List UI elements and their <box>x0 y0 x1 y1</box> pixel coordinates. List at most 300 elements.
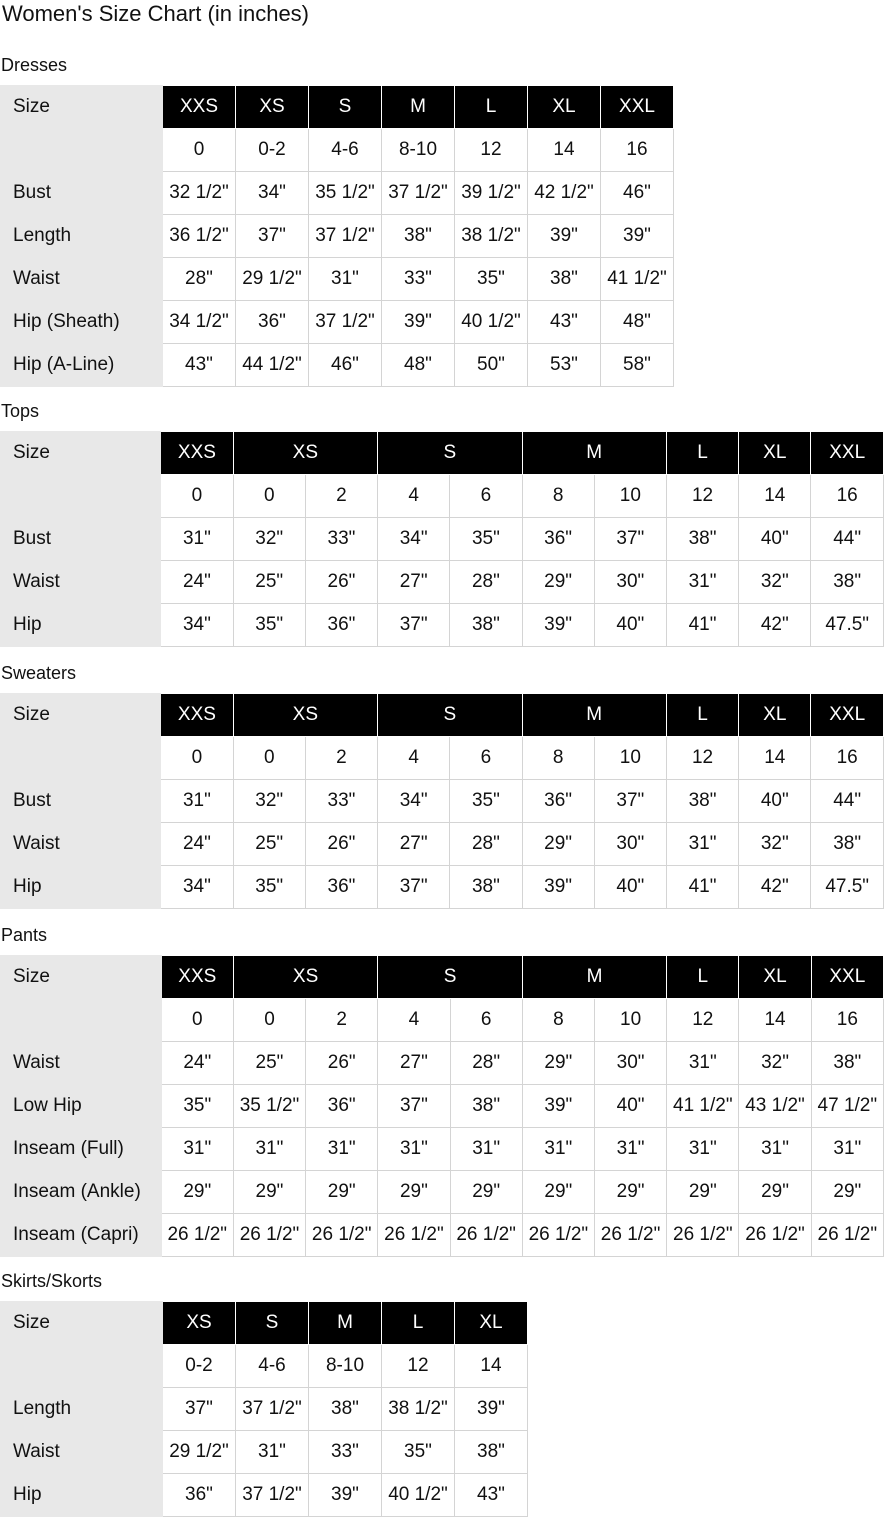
measurement-cell: 24" <box>161 561 233 604</box>
size-header-cell: L <box>666 694 738 737</box>
size-header-cell: M <box>309 1302 382 1345</box>
measurement-cell: 38" <box>455 1431 528 1474</box>
measurement-cell: 37" <box>378 1085 450 1128</box>
size-header-cell: XL <box>528 86 601 129</box>
table-row <box>1 258 674 301</box>
measurement-cell: 31" <box>309 258 382 301</box>
measurement-cell: 14 <box>528 129 601 172</box>
measurement-cell: 36" <box>522 518 594 561</box>
measurement-cell: 47.5" <box>811 866 884 909</box>
size-label: Size <box>1 1302 163 1345</box>
measurement-cell: 37" <box>378 604 450 647</box>
size-header-cell: XL <box>455 1302 528 1345</box>
measurement-cell: 39 1/2" <box>455 172 528 215</box>
measurement-cell: 37" <box>594 518 666 561</box>
measurement-cell: 34" <box>378 780 450 823</box>
measurement-cell: 29" <box>594 1171 666 1214</box>
size-header-cell: XXL <box>811 432 884 475</box>
measurement-cell: 26 1/2" <box>522 1214 594 1257</box>
measurement-cell: 44" <box>811 780 884 823</box>
table-row <box>1 1171 884 1214</box>
measurement-cell: 40" <box>594 604 666 647</box>
measurement-cell: 40" <box>739 780 811 823</box>
row-label: Length <box>1 1388 163 1431</box>
measurement-cell: 37 1/2" <box>236 1388 309 1431</box>
measurement-cell: 43" <box>455 1474 528 1517</box>
measurement-cell: 34" <box>378 518 450 561</box>
measurement-cell: 35" <box>450 780 522 823</box>
row-label <box>1 129 163 172</box>
measurement-cell: 26 1/2" <box>450 1214 522 1257</box>
measurement-cell: 10 <box>594 999 666 1042</box>
table-row <box>1 780 884 823</box>
measurement-cell: 38 1/2" <box>382 1388 455 1431</box>
size-header-cell: M <box>522 956 666 999</box>
measurement-cell: 0-2 <box>236 129 309 172</box>
measurement-cell: 0 <box>161 737 233 780</box>
measurement-cell: 4 <box>378 999 450 1042</box>
row-label <box>1 737 161 780</box>
table-row <box>1 561 884 604</box>
measurement-cell: 38" <box>450 1085 522 1128</box>
measurement-cell: 31" <box>161 780 233 823</box>
measurement-cell: 31" <box>236 1431 309 1474</box>
measurement-cell: 31" <box>161 1128 233 1171</box>
measurement-cell: 43" <box>528 301 601 344</box>
size-header-cell: XL <box>739 956 811 999</box>
table-row <box>1 604 884 647</box>
size-header-cell: M <box>522 432 666 475</box>
measurement-cell: 10 <box>594 475 666 518</box>
size-header-cell: M <box>382 86 455 129</box>
measurement-cell: 31" <box>811 1128 883 1171</box>
measurement-cell: 38" <box>811 1042 883 1085</box>
measurement-cell: 29" <box>450 1171 522 1214</box>
measurement-cell: 31" <box>667 1042 739 1085</box>
row-label: Inseam (Full) <box>1 1128 162 1171</box>
measurement-cell: 36" <box>522 780 594 823</box>
measurement-cell: 12 <box>666 737 738 780</box>
measurement-cell: 31" <box>450 1128 522 1171</box>
measurement-cell: 8 <box>522 475 594 518</box>
measurement-cell: 0-2 <box>163 1345 236 1388</box>
table-row <box>1 1128 884 1171</box>
measurement-cell: 41 1/2" <box>667 1085 739 1128</box>
measurement-cell: 24" <box>161 823 233 866</box>
tops-section-title: Tops <box>1 401 40 421</box>
measurement-cell: 28" <box>450 823 522 866</box>
sweaters-size-table <box>0 693 884 909</box>
measurement-cell: 31" <box>161 518 233 561</box>
measurement-cell: 27" <box>378 561 450 604</box>
table-row <box>1 823 884 866</box>
measurement-cell: 29" <box>522 561 594 604</box>
size-header-cell: XL <box>739 694 811 737</box>
size-header-cell: L <box>382 1302 455 1345</box>
measurement-cell: 42 1/2" <box>528 172 601 215</box>
row-label <box>1 1345 163 1388</box>
measurement-cell: 58" <box>601 344 674 387</box>
dresses-size-table <box>0 85 674 387</box>
size-header-cell: XXS <box>163 86 236 129</box>
table-row <box>1 1431 528 1474</box>
measurement-cell: 36" <box>306 1085 378 1128</box>
measurement-cell: 40 1/2" <box>382 1474 455 1517</box>
measurement-cell: 16 <box>811 999 883 1042</box>
measurement-cell: 31" <box>594 1128 666 1171</box>
measurement-cell: 0 <box>233 737 305 780</box>
measurement-cell: 32" <box>739 561 811 604</box>
measurement-cell: 38" <box>382 215 455 258</box>
size-header-cell: XXL <box>811 956 883 999</box>
measurement-cell: 39" <box>522 1085 594 1128</box>
measurement-cell: 29" <box>233 1171 305 1214</box>
measurement-cell: 35 1/2" <box>233 1085 305 1128</box>
table-row <box>1 1042 884 1085</box>
measurement-cell: 4-6 <box>309 129 382 172</box>
measurement-cell: 8 <box>522 737 594 780</box>
table-row <box>1 172 674 215</box>
measurement-cell: 32" <box>233 780 305 823</box>
measurement-cell: 30" <box>594 823 666 866</box>
measurement-cell: 44 1/2" <box>236 344 309 387</box>
row-label: Waist <box>1 258 163 301</box>
measurement-cell: 2 <box>305 475 377 518</box>
measurement-cell: 41" <box>666 604 738 647</box>
measurement-cell: 29" <box>739 1171 811 1214</box>
measurement-cell: 34" <box>236 172 309 215</box>
measurement-cell: 29" <box>306 1171 378 1214</box>
measurement-cell: 32" <box>739 1042 811 1085</box>
measurement-cell: 37" <box>594 780 666 823</box>
measurement-cell: 30" <box>594 1042 666 1085</box>
row-label <box>1 475 161 518</box>
measurement-cell: 39" <box>455 1388 528 1431</box>
table-row <box>1 301 674 344</box>
measurement-cell: 25" <box>233 561 305 604</box>
size-header-row <box>1 956 884 999</box>
measurement-cell: 26 1/2" <box>161 1214 233 1257</box>
measurement-cell: 48" <box>601 301 674 344</box>
measurement-cell: 4 <box>378 737 450 780</box>
tops-size-table <box>0 431 884 647</box>
row-label: Hip <box>1 604 161 647</box>
measurement-cell: 39" <box>309 1474 382 1517</box>
measurement-cell: 38" <box>309 1388 382 1431</box>
table-row <box>1 475 884 518</box>
measurement-cell: 14 <box>739 999 811 1042</box>
table-row <box>1 215 674 258</box>
measurement-cell: 40" <box>594 1085 666 1128</box>
measurement-cell: 38" <box>450 866 522 909</box>
size-header-cell: XXL <box>811 694 884 737</box>
measurement-cell: 46" <box>309 344 382 387</box>
size-header-cell: M <box>522 694 666 737</box>
measurement-cell: 35" <box>450 518 522 561</box>
measurement-cell: 39" <box>382 301 455 344</box>
measurement-cell: 8-10 <box>309 1345 382 1388</box>
table-row <box>1 1388 528 1431</box>
measurement-cell: 29" <box>667 1171 739 1214</box>
measurement-cell: 29" <box>522 1042 594 1085</box>
pants-section-title: Pants <box>1 925 48 945</box>
measurement-cell: 32" <box>233 518 305 561</box>
measurement-cell: 36 1/2" <box>163 215 236 258</box>
row-label: Waist <box>1 1431 163 1474</box>
size-header-cell: S <box>309 86 382 129</box>
measurement-cell: 41" <box>666 866 738 909</box>
size-header-cell: XXL <box>601 86 674 129</box>
measurement-cell: 26" <box>306 1042 378 1085</box>
size-header-cell: XS <box>233 956 377 999</box>
measurement-cell: 53" <box>528 344 601 387</box>
table-row <box>1 1474 528 1517</box>
measurement-cell: 14 <box>739 737 811 780</box>
measurement-cell: 29" <box>378 1171 450 1214</box>
size-header-cell: L <box>666 432 738 475</box>
skirts-skorts-section-title: Skirts/Skorts <box>1 1271 103 1291</box>
size-header-row <box>1 1302 528 1345</box>
row-label: Length <box>1 215 163 258</box>
measurement-cell: 14 <box>739 475 811 518</box>
measurement-cell: 4-6 <box>236 1345 309 1388</box>
measurement-cell: 35" <box>233 604 305 647</box>
table-row <box>1 999 884 1042</box>
row-label: Hip (Sheath) <box>1 301 163 344</box>
table-row <box>1 344 674 387</box>
measurement-cell: 36" <box>163 1474 236 1517</box>
measurement-cell: 38" <box>666 780 738 823</box>
size-header-row <box>1 86 674 129</box>
row-label: Hip <box>1 1474 163 1517</box>
measurement-cell: 39" <box>522 866 594 909</box>
measurement-cell: 27" <box>378 823 450 866</box>
size-header-cell: XL <box>739 432 811 475</box>
measurement-cell: 32 1/2" <box>163 172 236 215</box>
size-header-cell: XS <box>163 1302 236 1345</box>
measurement-cell: 31" <box>378 1128 450 1171</box>
size-header-cell: S <box>378 956 522 999</box>
measurement-cell: 31" <box>233 1128 305 1171</box>
measurement-cell: 12 <box>382 1345 455 1388</box>
measurement-cell: 42" <box>739 866 811 909</box>
measurement-cell: 34 1/2" <box>163 301 236 344</box>
measurement-cell: 0 <box>233 999 305 1042</box>
table-row <box>1 1214 884 1257</box>
measurement-cell: 37 1/2" <box>382 172 455 215</box>
measurement-cell: 29" <box>161 1171 233 1214</box>
measurement-cell: 35" <box>382 1431 455 1474</box>
measurement-cell: 26" <box>305 823 377 866</box>
measurement-cell: 35" <box>233 866 305 909</box>
measurement-cell: 40 1/2" <box>455 301 528 344</box>
page-title: Women's Size Chart (in inches) <box>2 1 310 26</box>
size-header-cell: S <box>378 694 522 737</box>
measurement-cell: 37 1/2" <box>236 1474 309 1517</box>
measurement-cell: 37 1/2" <box>309 215 382 258</box>
size-header-cell: XXS <box>161 956 233 999</box>
size-label: Size <box>1 694 161 737</box>
measurement-cell: 37" <box>163 1388 236 1431</box>
size-header-row <box>1 694 884 737</box>
measurement-cell: 44" <box>811 518 884 561</box>
measurement-cell: 8 <box>522 999 594 1042</box>
measurement-cell: 31" <box>667 1128 739 1171</box>
table-row <box>1 129 674 172</box>
measurement-cell: 37" <box>378 866 450 909</box>
measurement-cell: 38" <box>450 604 522 647</box>
measurement-cell: 35" <box>161 1085 233 1128</box>
measurement-cell: 31" <box>739 1128 811 1171</box>
measurement-cell: 26 1/2" <box>378 1214 450 1257</box>
measurement-cell: 29" <box>522 1171 594 1214</box>
measurement-cell: 16 <box>811 737 884 780</box>
measurement-cell: 39" <box>601 215 674 258</box>
size-header-cell: S <box>378 432 522 475</box>
size-header-cell: XXS <box>161 432 233 475</box>
measurement-cell: 39" <box>522 604 594 647</box>
measurement-cell: 47.5" <box>811 604 884 647</box>
measurement-cell: 12 <box>455 129 528 172</box>
row-label: Waist <box>1 1042 162 1085</box>
row-label: Bust <box>1 172 163 215</box>
measurement-cell: 38" <box>811 561 884 604</box>
measurement-cell: 16 <box>811 475 884 518</box>
measurement-cell: 4 <box>378 475 450 518</box>
size-header-cell: XXS <box>161 694 233 737</box>
measurement-cell: 39" <box>528 215 601 258</box>
measurement-cell: 36" <box>236 301 309 344</box>
row-label: Waist <box>1 823 161 866</box>
row-label: Inseam (Ankle) <box>1 1171 162 1214</box>
measurement-cell: 41 1/2" <box>601 258 674 301</box>
measurement-cell: 33" <box>305 518 377 561</box>
table-row <box>1 866 884 909</box>
measurement-cell: 42" <box>739 604 811 647</box>
measurement-cell: 10 <box>594 737 666 780</box>
size-header-cell: XS <box>236 86 309 129</box>
measurement-cell: 26 1/2" <box>594 1214 666 1257</box>
dresses-section-title: Dresses <box>1 55 68 75</box>
measurement-cell: 43 1/2" <box>739 1085 811 1128</box>
row-label: Inseam (Capri) <box>1 1214 162 1257</box>
table-row <box>1 737 884 780</box>
measurement-cell: 37 1/2" <box>309 301 382 344</box>
size-label: Size <box>1 956 162 999</box>
measurement-cell: 31" <box>522 1128 594 1171</box>
measurement-cell: 26 1/2" <box>233 1214 305 1257</box>
row-label: Hip <box>1 866 161 909</box>
measurement-cell: 28" <box>450 561 522 604</box>
size-header-cell: S <box>236 1302 309 1345</box>
measurement-cell: 6 <box>450 999 522 1042</box>
measurement-cell: 0 <box>161 999 233 1042</box>
measurement-cell: 26 1/2" <box>811 1214 883 1257</box>
measurement-cell: 38" <box>666 518 738 561</box>
measurement-cell: 40" <box>739 518 811 561</box>
measurement-cell: 29" <box>811 1171 883 1214</box>
measurement-cell: 33" <box>305 780 377 823</box>
measurement-cell: 48" <box>382 344 455 387</box>
table-row <box>1 1345 528 1388</box>
measurement-cell: 38" <box>528 258 601 301</box>
measurement-cell: 34" <box>161 866 233 909</box>
measurement-cell: 31" <box>306 1128 378 1171</box>
measurement-cell: 0 <box>163 129 236 172</box>
row-label: Hip (A-Line) <box>1 344 163 387</box>
measurement-cell: 34" <box>161 604 233 647</box>
measurement-cell: 31" <box>666 823 738 866</box>
size-header-cell: XS <box>233 432 377 475</box>
row-label <box>1 999 162 1042</box>
measurement-cell: 28" <box>450 1042 522 1085</box>
measurement-cell: 31" <box>666 561 738 604</box>
measurement-cell: 0 <box>233 475 305 518</box>
measurement-cell: 43" <box>163 344 236 387</box>
measurement-cell: 40" <box>594 866 666 909</box>
pants-size-table <box>0 955 884 1257</box>
skirts-skorts-size-table <box>0 1301 528 1517</box>
measurement-cell: 29 1/2" <box>163 1431 236 1474</box>
measurement-cell: 0 <box>161 475 233 518</box>
measurement-cell: 37" <box>236 215 309 258</box>
measurement-cell: 25" <box>233 823 305 866</box>
measurement-cell: 26 1/2" <box>306 1214 378 1257</box>
measurement-cell: 14 <box>455 1345 528 1388</box>
measurement-cell: 16 <box>601 129 674 172</box>
measurement-cell: 6 <box>450 475 522 518</box>
size-label: Size <box>1 432 161 475</box>
measurement-cell: 12 <box>667 999 739 1042</box>
measurement-cell: 38 1/2" <box>455 215 528 258</box>
measurement-cell: 26 1/2" <box>667 1214 739 1257</box>
size-header-cell: L <box>455 86 528 129</box>
row-label: Waist <box>1 561 161 604</box>
measurement-cell: 2 <box>306 999 378 1042</box>
measurement-cell: 6 <box>450 737 522 780</box>
measurement-cell: 28" <box>163 258 236 301</box>
measurement-cell: 24" <box>161 1042 233 1085</box>
measurement-cell: 25" <box>233 1042 305 1085</box>
measurement-cell: 29 1/2" <box>236 258 309 301</box>
measurement-cell: 30" <box>594 561 666 604</box>
measurement-cell: 35" <box>455 258 528 301</box>
measurement-cell: 32" <box>739 823 811 866</box>
measurement-cell: 29" <box>522 823 594 866</box>
size-header-cell: L <box>667 956 739 999</box>
measurement-cell: 8-10 <box>382 129 455 172</box>
table-row <box>1 518 884 561</box>
measurement-cell: 36" <box>305 866 377 909</box>
measurement-cell: 12 <box>666 475 738 518</box>
measurement-cell: 50" <box>455 344 528 387</box>
table-row <box>1 1085 884 1128</box>
measurement-cell: 26" <box>305 561 377 604</box>
sweaters-section-title: Sweaters <box>1 663 77 683</box>
size-label: Size <box>1 86 163 129</box>
measurement-cell: 33" <box>382 258 455 301</box>
row-label: Low Hip <box>1 1085 162 1128</box>
measurement-cell: 33" <box>309 1431 382 1474</box>
row-label: Bust <box>1 780 161 823</box>
row-label: Bust <box>1 518 161 561</box>
measurement-cell: 26 1/2" <box>739 1214 811 1257</box>
measurement-cell: 35 1/2" <box>309 172 382 215</box>
size-header-cell: XS <box>233 694 377 737</box>
measurement-cell: 36" <box>305 604 377 647</box>
measurement-cell: 27" <box>378 1042 450 1085</box>
measurement-cell: 46" <box>601 172 674 215</box>
